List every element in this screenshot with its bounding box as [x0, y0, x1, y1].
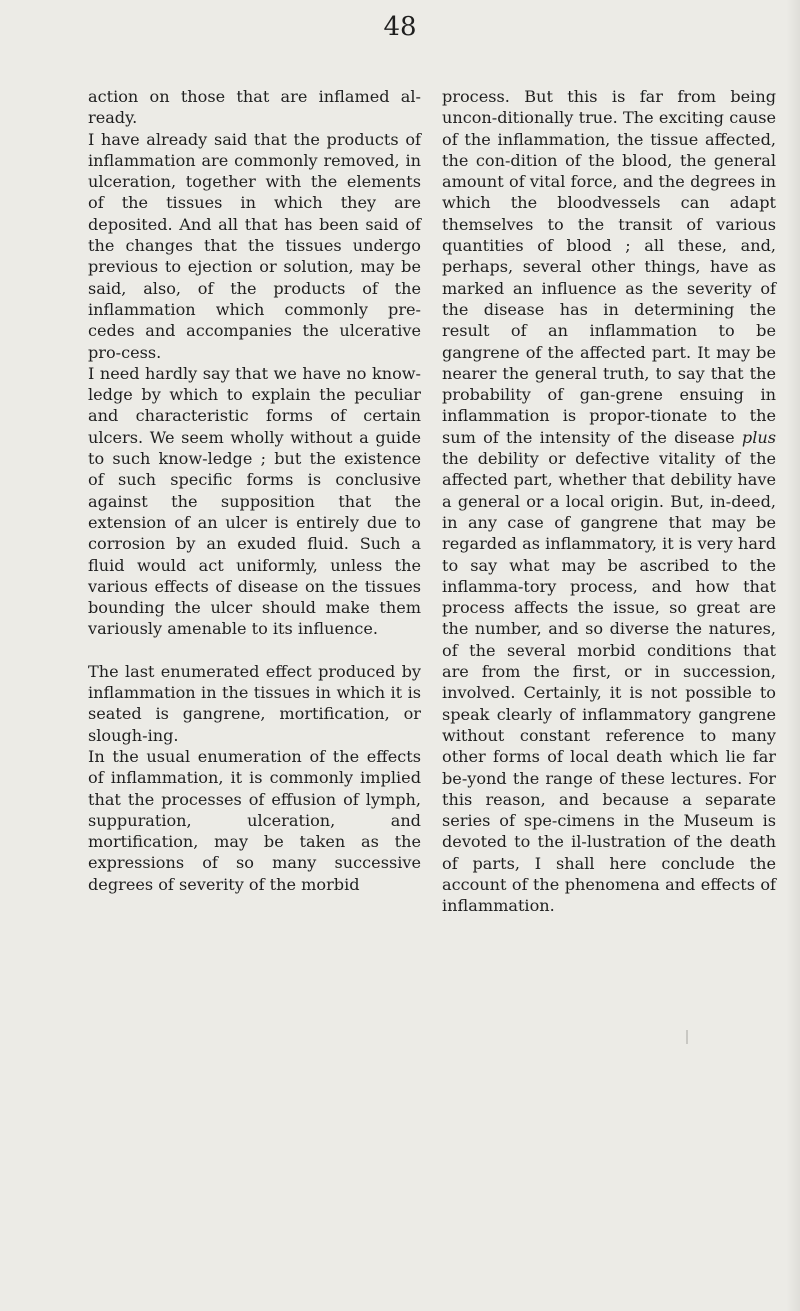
stray-print-mark [686, 1030, 688, 1044]
text-segment: the debility or defective vitality of the affected part, whether that debility have a general or a local origin. But, in-deed, in any case of gangrene that may be regarded as inflammatory, it is very hard to say what may be ascribed to the inflamma-tory process, and how that process affects the issue, so great are the number, and so diverse the natures, of the several morbid conditions that are from the first, or in succession, involved. Certainly, it is not possible to speak clearly of inflammatory gangrene without constant reference to many other forms of local death which lie far be-yond the range of these lectures. For this reason, and because a separate series of spe-cimens in the Museum is devoted to the il-lustration of the death of parts, I shall here conclude the account of the phenomena and effects of inflammation. [442, 449, 776, 916]
right-column [442, 86, 776, 917]
italic-plus: plus [741, 427, 776, 447]
text-segment: process. But this is far from being uncon-ditionally true. The exciting cause of the inflammation, the tissue affected, the con-dition of the blood, the general amount of vital force, and the degrees in which the bloodvessels can adapt themselves to the transit of various quantities of blood ; all these, and, perhaps, several other things, have as marked an influence as the severity of the disease has in determining the result of an inflammation to be gangrene of the affected part. It may be nearer the general truth, to say that the probability of gan-grene ensuing in inflammation is propor-tionate to the sum of the intensity of the disease [442, 87, 776, 447]
paragraph-continuation: action on those that are inflamed al-ready. [88, 87, 421, 128]
page-edge-shadow [786, 0, 800, 1311]
page-number: 48 [383, 12, 417, 42]
paragraph-gangrene-intro: The last enumerated effect produced by inflammation in the tissues in which it is seated is gangrene, mortification, or slough-ing. [88, 661, 421, 745]
paragraph-products-removed: I have already said that the products of inflammation are commonly removed, in ulceration, together with the elements of the tissues in which they are deposited. And all that has been said of the changes that the tissues undergo previous to ejection or solution, may be said, also, of the products of the inflammation which commonly pre-cedes and accompanies the ulcerative pro-cess. [88, 129, 421, 362]
paragraph-gap [88, 640, 421, 661]
paragraph-process [442, 86, 776, 917]
left-column [88, 86, 421, 895]
paragraph-enumeration: In the usual enumeration of the effects of inflammation, it is commonly implied that the processes of effusion of lymph, suppuration, ulceration, and mortification, may be taken as the expressions of so many successive degrees of severity of the morbid [88, 746, 421, 894]
paragraph-ulcer-forms: I need hardly say that we have no know-ledge by which to explain the peculiar and characteristic forms of certain ulcers. We seem wholly without a guide to such know-ledge ; but the existence of such specific forms is conclusive against the supposition that the extension of an ulcer is entirely due to corrosion by an exuded fluid. Such a fluid would act uniformly, unless the various effects of disease on the tissues bounding the ulcer should make them variously amenable to its influence. [88, 363, 421, 639]
